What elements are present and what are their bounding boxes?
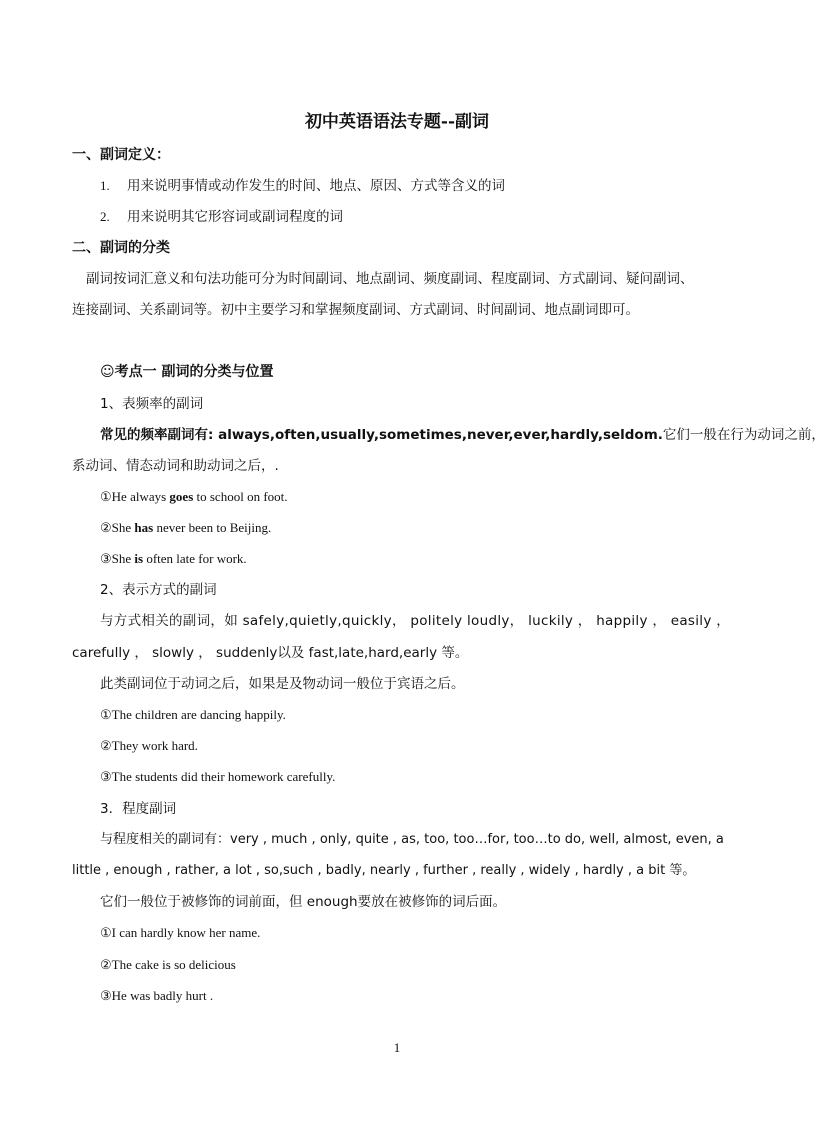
manner-line1: 与方式相关的副词，如 safely,quietly,quickly， politely loudly， luckily ， happily ， easily ， <box>100 613 731 629</box>
page-number: 1 <box>393 1040 401 1055</box>
degree-example-2: ②The cake is so delicious <box>100 957 236 972</box>
section2-paragraph-line1: 副词按词汇意义和句法功能可分为时间副词、地点副词、频度副词、程度副词、方式副词、疑问副词、 <box>86 271 694 287</box>
freq-ex3-post: often late for work. <box>143 551 247 566</box>
section2-paragraph-line2: 连接副词、关系副词等。初中主要学习和掌握频度副词、方式副词、时间副词、地点副词即可。 <box>72 302 639 318</box>
freq-example-3 <box>100 549 247 569</box>
freq-ex2-pre: ②She <box>100 520 135 535</box>
freq-ex1-post: to school on foot. <box>193 489 288 504</box>
manner-example-1: ①The children are dancing happily. <box>100 707 286 722</box>
def-item-1-text: 用来说明事情或动作发生的时间、地点、原因、方式等含义的词 <box>127 178 505 194</box>
freq-ex2-post: never been to Beijing. <box>153 520 272 535</box>
freq-lead-rest: 它们一般在行为动词之前， <box>662 427 825 443</box>
section1-heading: 一、副词定义： <box>72 147 170 163</box>
freq-heading: 1、表频率的副词 <box>100 396 204 412</box>
section2-heading: 二、副词的分类 <box>72 240 170 256</box>
degree-example-3: ③He was badly hurt . <box>100 988 214 1003</box>
manner-example-3: ③The students did their homework carefully. <box>100 769 336 784</box>
manner-example-2: ②They work hard. <box>100 738 198 753</box>
freq-example-2 <box>100 518 271 538</box>
def-item-2-text: 用来说明其它形容词或副词程度的词 <box>127 209 343 225</box>
def-item-1-number: 1. <box>100 178 110 193</box>
degree-rule: 它们一般位于被修饰的词前面，但 enough要放在被修饰的词后面。 <box>100 894 507 910</box>
degree-line2: little , enough , rather, a lot , so,such , badly, nearly , further , really , widely , hardly , a bit 等。 <box>72 863 696 878</box>
freq-line2: 系动词、情态动词和助动词之后，. <box>72 458 279 474</box>
freq-lead-bold: 常见的频率副词有: always,often,usually,sometimes,never,ever,hardly,seldom. <box>100 427 663 443</box>
degree-example-1: ①I can hardly know her name. <box>100 925 261 940</box>
freq-ex3-pre: ③She <box>100 551 135 566</box>
manner-heading: 2、表示方式的副词 <box>100 582 217 598</box>
degree-heading: 3．程度副词 <box>100 801 177 817</box>
freq-ex1-pre: ①He always <box>100 489 170 504</box>
def-item-2-number: 2. <box>100 209 110 224</box>
manner-line2: carefully ， slowly ， suddenly以及 fast,late,hard,early 等。 <box>72 645 469 661</box>
freq-ex1-bold: goes <box>169 489 194 504</box>
freq-example-1 <box>100 487 288 507</box>
kaodian-heading: ☺考点一 副词的分类与位置 <box>100 364 274 380</box>
manner-rule: 此类副词位于动词之后，如果是及物动词一般位于宾语之后。 <box>100 676 465 692</box>
freq-ex3-bold: is <box>134 551 144 566</box>
freq-lead-line <box>100 425 825 445</box>
degree-line1: 与程度相关的副词有：very , much , only, quite , as, too, too…for, too…to do, well, almost, even, a <box>100 832 724 847</box>
page-title: 初中英语语法专题--副词 <box>304 112 490 132</box>
freq-ex2-bold: has <box>134 520 154 535</box>
